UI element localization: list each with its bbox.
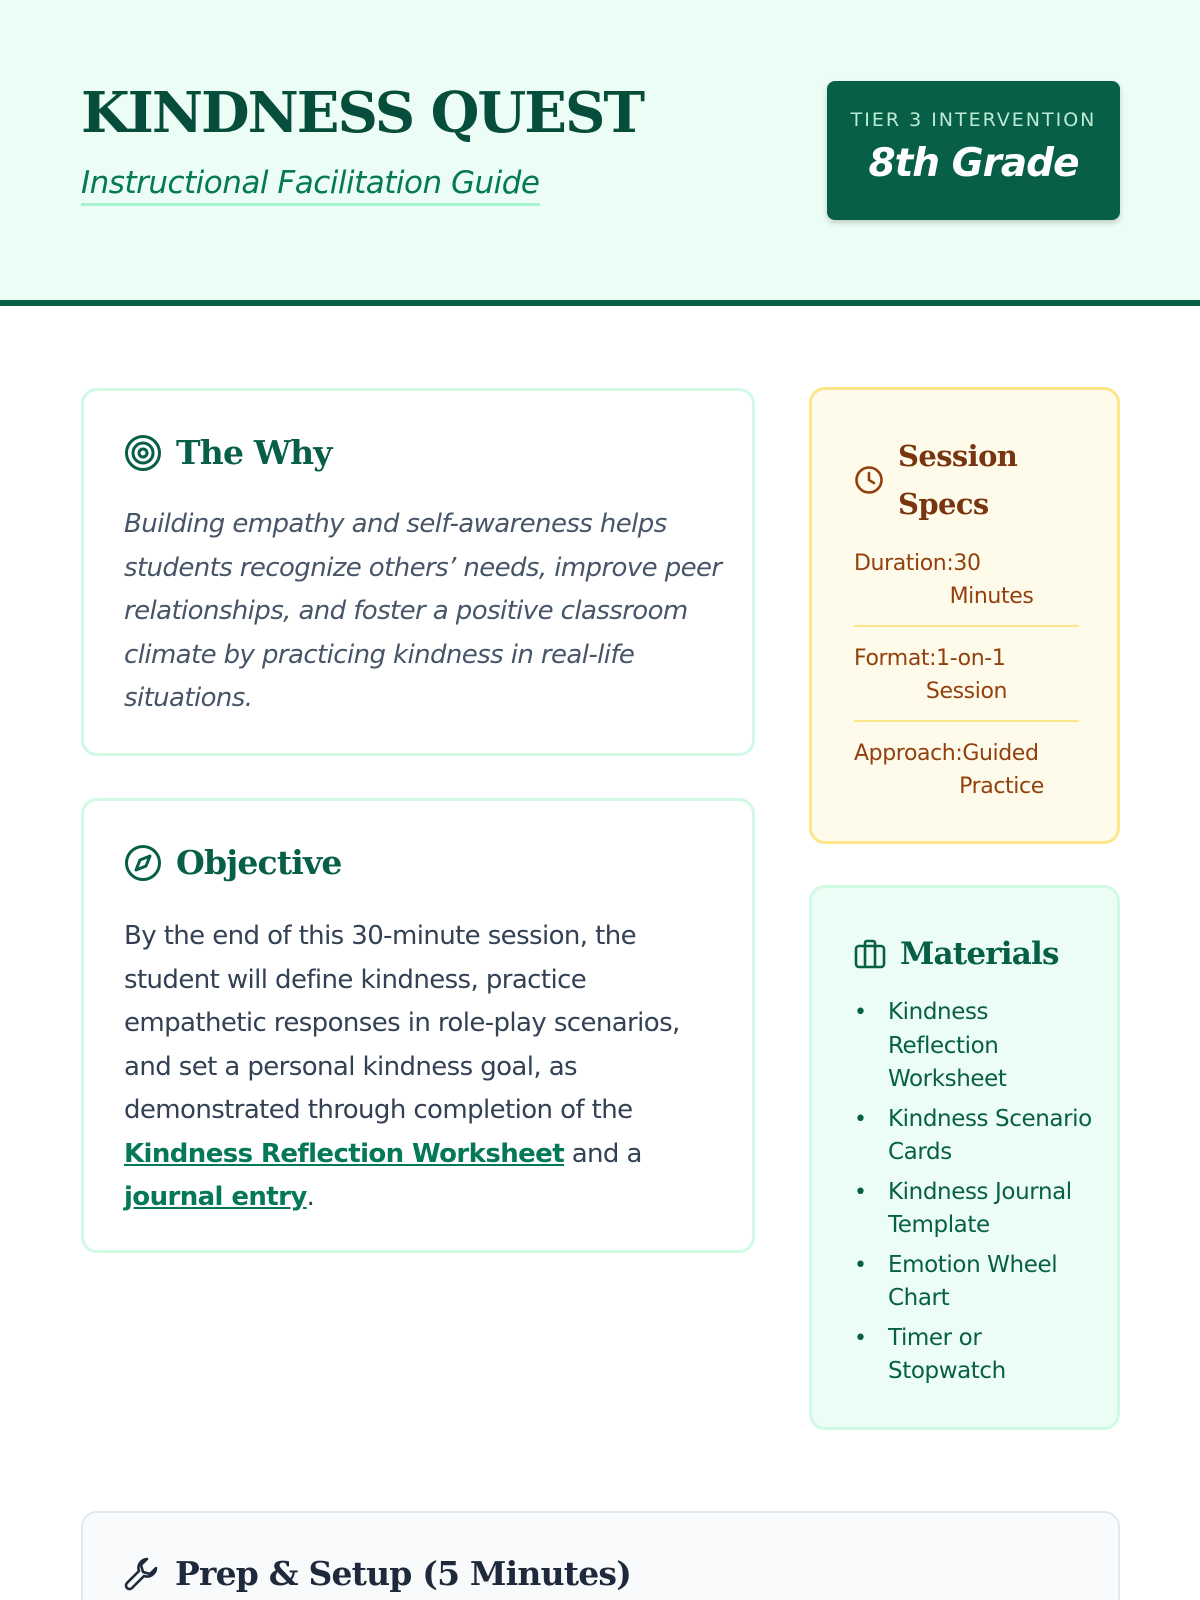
material-label: Kindness Reflection Worksheet	[888, 999, 1007, 1092]
materials-card-header	[854, 936, 1059, 972]
material-label: Kindness Scenario Cards	[888, 1105, 1092, 1165]
list-item	[854, 1322, 1094, 1389]
bullet-icon: •	[854, 1179, 867, 1205]
wrench-icon	[123, 1555, 161, 1593]
duration-value-1: 30	[953, 551, 981, 576]
format-value-1: 1-on-1	[936, 646, 1006, 671]
objective-title: Objective	[176, 843, 342, 882]
list-item	[854, 1249, 1094, 1316]
prep-title: Prep & Setup (5 Minutes)	[175, 1554, 632, 1593]
briefcase-icon	[854, 939, 886, 969]
bullet-icon: •	[854, 1000, 867, 1025]
approach-value-2: Practice	[959, 774, 1044, 799]
approach-value-1: Guided	[962, 741, 1039, 766]
spec-format	[854, 642, 1079, 708]
why-text: Building empathy and self-awareness helps students recognize others’ needs, improve peer relationships, and foster a positive classroom climate by practicing kindness in real-life situations.	[124, 509, 722, 713]
specs-card-header	[854, 432, 1017, 528]
spec-approach	[854, 737, 1079, 803]
objective-card	[81, 798, 755, 1253]
target-icon	[124, 434, 162, 472]
material-label: Kindness Journal Template	[888, 1178, 1072, 1238]
tier-label: TIER 3 INTERVENTION	[850, 109, 1097, 131]
why-card	[81, 388, 755, 756]
format-value-2: Session	[925, 679, 1008, 704]
list-item	[854, 996, 1094, 1097]
journal-link[interactable]: journal entry	[124, 1182, 307, 1212]
grade-badge	[827, 81, 1120, 220]
objective-text-before: By the end of this 30-minute session, the student will define kindness, practice empathetic responses in role-play scenarios, and set a personal kindness goal, as demonstrated through completion of the	[124, 921, 680, 1125]
approach-label: Approach:	[854, 741, 963, 766]
compass-icon	[124, 844, 162, 882]
page-title: KINDNESS QUEST	[81, 80, 644, 146]
bullet-icon: •	[854, 1325, 867, 1351]
why-card-header	[124, 433, 332, 472]
materials-title: Materials	[900, 936, 1059, 972]
list-item	[854, 1103, 1094, 1170]
grade-label: 8th Grade	[868, 141, 1079, 186]
clock-icon	[854, 465, 884, 495]
prep-card-header	[123, 1554, 631, 1593]
objective-text-middle: and a	[564, 1138, 642, 1169]
duration-label: Duration:	[854, 551, 954, 576]
specs-title-line1: Session	[898, 439, 1018, 473]
material-label: Emotion Wheel Chart	[888, 1251, 1058, 1311]
format-label: Format:	[854, 646, 937, 671]
list-item	[854, 1176, 1094, 1243]
bullet-icon: •	[854, 1106, 867, 1132]
bullet-icon: •	[854, 1252, 867, 1278]
spec-divider	[854, 625, 1079, 627]
spec-divider	[854, 720, 1079, 722]
material-label: Timer or Stopwatch	[888, 1324, 1006, 1384]
page-header	[0, 0, 1200, 306]
spec-duration	[854, 547, 1079, 613]
objective-text	[124, 915, 734, 1220]
specs-title-line2: Specs	[898, 487, 989, 521]
materials-card	[809, 885, 1120, 1430]
objective-text-after: .	[306, 1182, 315, 1212]
specs-title	[898, 432, 1017, 528]
objective-card-header	[124, 843, 342, 882]
materials-list	[854, 996, 1094, 1395]
why-title: The Why	[176, 433, 332, 472]
prep-setup-card	[81, 1511, 1120, 1600]
duration-value-2: Minutes	[949, 584, 1034, 609]
page-subtitle: Instructional Facilitation Guide	[81, 163, 540, 206]
session-specs-card	[809, 387, 1120, 844]
worksheet-link[interactable]: Kindness Reflection Worksheet	[124, 1138, 565, 1169]
